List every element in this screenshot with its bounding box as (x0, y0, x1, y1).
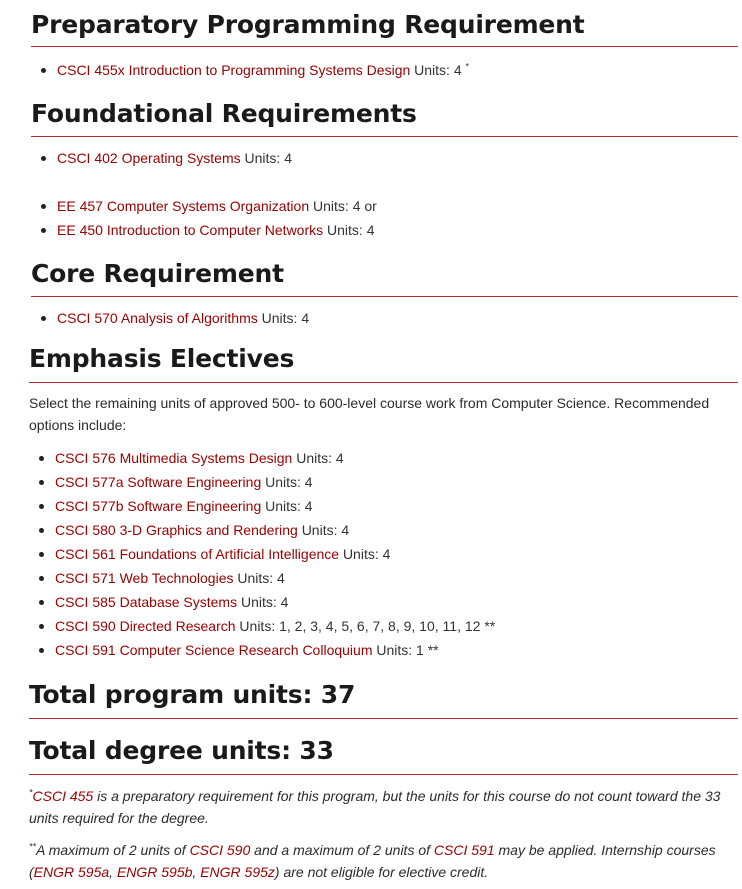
course-units: Units: 4 (296, 450, 344, 466)
heading-divider (31, 136, 738, 137)
bullet-icon (39, 600, 44, 605)
list-item (57, 146, 292, 170)
course-units: Units: 4 (342, 546, 391, 562)
footnote-course-link[interactable]: CSCI 455 (32, 788, 94, 804)
bullet-icon (41, 156, 46, 161)
electives-list (55, 446, 495, 662)
course-link[interactable]: CSCI 591 Computer Science Research Colloquium (55, 642, 373, 658)
course-units: Units: 4 (301, 522, 350, 538)
bullet-icon (39, 456, 44, 461)
course-link[interactable]: EE 450 Introduction to Computer Networks (57, 222, 324, 238)
course-link[interactable]: EE 457 Computer Systems Organization (57, 198, 310, 214)
course-link[interactable]: CSCI 585 Database Systems (55, 594, 238, 610)
course-units: Units: 4 (237, 570, 285, 586)
course-link[interactable]: CSCI 570 Analysis of Algorithms (57, 310, 258, 326)
bullet-icon (41, 228, 46, 233)
course-units: Units: 4 (265, 474, 313, 490)
course-link[interactable]: CSCI 590 Directed Research (55, 618, 236, 634)
course-units: Units: 4 (261, 310, 310, 326)
footnote-course-link[interactable]: ENGR 595b (116, 864, 193, 880)
course-link[interactable]: CSCI 402 Operating Systems (57, 150, 241, 166)
bullet-icon (39, 528, 44, 533)
list-item (55, 638, 495, 662)
heading-divider (31, 46, 738, 47)
bullet-icon (39, 552, 44, 557)
list-item (55, 566, 495, 590)
course-link[interactable]: CSCI 455x Introduction to Programming Systems Design (57, 62, 411, 78)
electives-heading: Emphasis Electives (29, 344, 295, 373)
list-item (55, 590, 495, 614)
list-item (55, 470, 495, 494)
footnote-separator: , (192, 864, 201, 880)
bullet-icon (41, 204, 46, 209)
course-units: Units: 4 (414, 62, 462, 78)
course-link[interactable]: CSCI 561 Foundations of Artificial Intelligence (55, 546, 340, 562)
course-link[interactable]: CSCI 571 Web Technologies (55, 570, 234, 586)
heading-divider (31, 296, 738, 297)
core-list (57, 306, 309, 330)
footnote-course-link[interactable]: ENGR 595z (200, 864, 275, 880)
footnote-course-link[interactable]: ENGR 595a (33, 864, 110, 880)
foundational-list-options (57, 194, 377, 242)
bullet-icon (39, 624, 44, 629)
bullet-icon (41, 316, 46, 321)
bullet-icon (39, 648, 44, 653)
footnote-mark: ** (29, 841, 37, 852)
footnote-text: ) are not eligible for elective credit. (274, 864, 489, 880)
preparatory-list (57, 58, 469, 82)
course-link[interactable]: CSCI 576 Multimedia Systems Design (55, 450, 293, 466)
heading-divider (29, 382, 738, 383)
course-link[interactable]: CSCI 577b Software Engineering (55, 498, 262, 514)
bullet-icon (39, 480, 44, 485)
footnote-course-link[interactable]: CSCI 591 (433, 842, 495, 858)
course-link[interactable]: CSCI 580 3-D Graphics and Rendering (55, 522, 298, 538)
course-units: Units: 4 (240, 594, 289, 610)
course-units: Units: 4 (244, 150, 292, 166)
list-item (55, 518, 495, 542)
footnote-course-link[interactable]: CSCI 590 (189, 842, 251, 858)
heading-divider (29, 718, 738, 719)
list-item (57, 218, 377, 242)
course-units: Units: 1 ** (376, 642, 439, 658)
footnote-1 (29, 785, 729, 829)
course-units: Units: 4 (265, 498, 313, 514)
list-item (55, 446, 495, 470)
core-heading: Core Requirement (31, 259, 284, 288)
total-degree-heading: Total degree units: 33 (29, 736, 334, 765)
list-item (55, 494, 495, 518)
foundational-list (57, 146, 292, 170)
course-units: Units: 1, 2, 3, 4, 5, 6, 7, 8, 9, 10, 11, 12 ** (239, 618, 496, 634)
course-units: Units: 4 (327, 222, 375, 238)
bullet-icon (39, 504, 44, 509)
list-item (55, 542, 495, 566)
footnote-2 (29, 839, 729, 883)
list-item (57, 306, 309, 330)
footnote-text: A maximum of 2 units of (36, 842, 190, 858)
preparatory-heading: Preparatory Programming Requirement (31, 10, 585, 39)
footnote-mark: * (29, 787, 33, 798)
bullet-icon (41, 68, 46, 73)
list-item (57, 58, 469, 82)
footnote-text: is a preparatory requirement for this program, but the units for this course do not count toward the 33 units required for the degree. (29, 788, 721, 826)
heading-divider (29, 774, 738, 775)
course-units: Units: 4 or (313, 198, 377, 214)
total-program-heading: Total program units: 37 (29, 680, 356, 709)
bullet-icon (39, 576, 44, 581)
electives-intro: Select the remaining units of approved 500- to 600-level course work from Computer Science. Recommended options include: (29, 395, 710, 433)
course-link[interactable]: CSCI 577a Software Engineering (55, 474, 262, 490)
list-item (55, 614, 495, 638)
list-item (57, 194, 377, 218)
footnote-mark: * (465, 61, 470, 72)
footnote-separator: , (109, 864, 117, 880)
footnote-text: and a maximum of 2 units of (250, 842, 434, 858)
foundational-heading: Foundational Requirements (31, 99, 417, 128)
footnote-text: may be applied. Internship courses ( (29, 842, 716, 880)
